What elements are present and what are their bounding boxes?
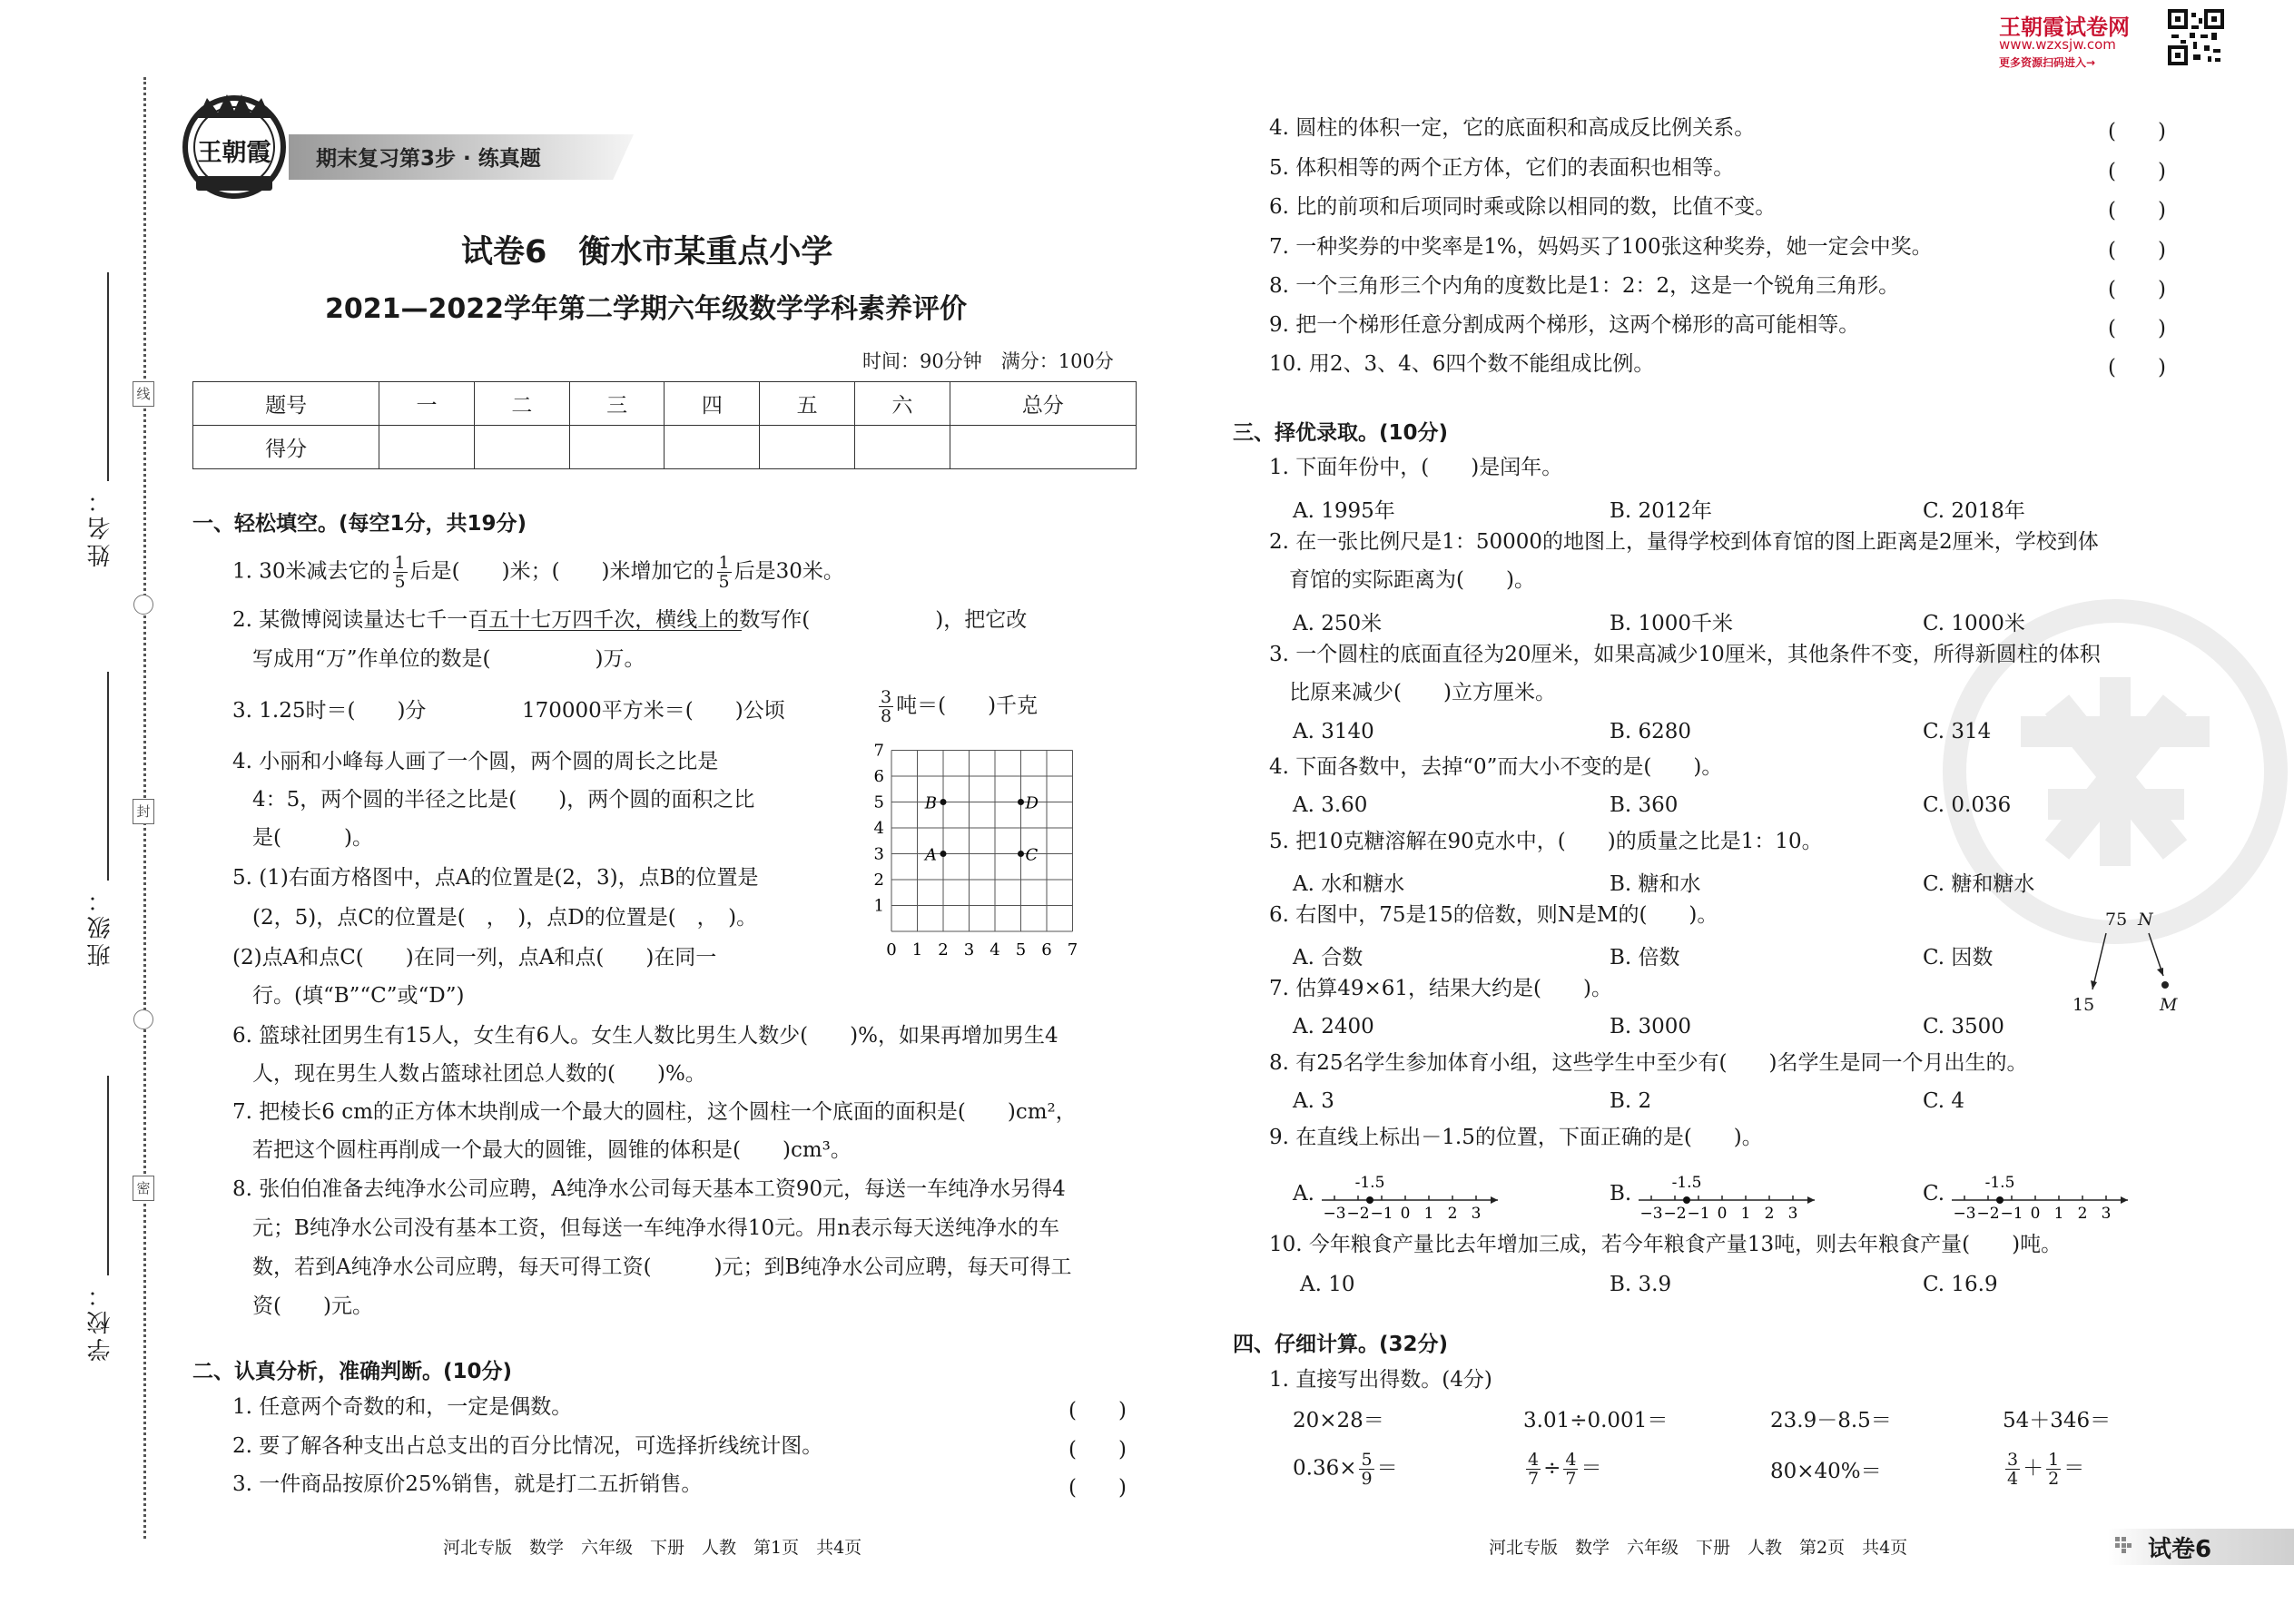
s2-item: 8. 一个三角形三个内角的度数比是1：2：2，这是一个锐角三角形。: [1269, 274, 1900, 298]
answer-paren[interactable]: ( ): [2108, 160, 2166, 183]
s3-q8: 8. 有25名学生参加体育小组，这些学生中至少有( )名学生是同一个月出生的。: [1269, 1051, 2028, 1075]
s1-q3-b: 170000平方米＝( )公顷: [522, 699, 785, 723]
frac-den: 5: [718, 572, 730, 592]
binding-hole: [133, 595, 153, 615]
axis-tick-label: −3: [1639, 1205, 1663, 1223]
fig-label: 15: [2072, 995, 2095, 1015]
x-tick-label: 0: [886, 940, 897, 960]
axis-arrow: [1807, 1196, 1815, 1204]
axis-tick-label: −2: [1663, 1205, 1687, 1223]
frac-num: 3: [2007, 1450, 2019, 1470]
score-cell[interactable]: [950, 426, 1136, 469]
s3-q8-option[interactable]: C. 4: [1923, 1089, 1965, 1113]
axis-arrow: [1491, 1196, 1498, 1204]
frac-den: 7: [1528, 1469, 1540, 1489]
score-table-row: [193, 426, 1137, 469]
calc-eq: ＝: [1376, 1456, 1398, 1481]
y-tick-label: 6: [873, 767, 884, 786]
frac-den: 2: [2048, 1469, 2060, 1489]
s3-q3-option[interactable]: C. 314: [1923, 720, 1992, 743]
factor-tree-figure: [2065, 908, 2192, 1021]
frac-den: 8: [881, 706, 892, 726]
score-row-label: 得分: [193, 426, 379, 469]
s3-q7-option[interactable]: B. 3000: [1610, 1015, 1692, 1038]
frac-num: 4: [1528, 1450, 1540, 1470]
school-label: 学校：: [87, 1280, 114, 1362]
y-tick-label: 5: [873, 792, 884, 812]
answer-paren[interactable]: ( ): [2108, 199, 2166, 222]
section4-title: 四、仔细计算。(32分): [1233, 1333, 1449, 1356]
fig-label: 75: [2105, 910, 2128, 930]
s2-item: 7. 一种奖券的中奖率是1%，妈妈买了100张这种奖券，她一定会中奖。: [1269, 235, 1933, 259]
s1-q1-text-a: 1. 30米减去它的: [232, 559, 390, 584]
s3-q1: 1. 下面年份中，( )是闰年。: [1269, 456, 1563, 479]
s3-q4-option[interactable]: B. 360: [1610, 793, 1679, 817]
axis-tick-label: 1: [2053, 1205, 2064, 1223]
s1-q8-line1: 8. 张伯伯准备去纯净水公司应聘，A纯净水公司每天基本工资90元，每送一车纯净水另得4: [232, 1177, 1066, 1201]
axis-tick-label: 2: [2077, 1205, 2088, 1223]
name-field[interactable]: [107, 272, 109, 481]
grid-svg: [871, 741, 1089, 977]
s3-q1-option[interactable]: B. 2012年: [1610, 499, 1713, 523]
s1-q1-text-b: 后是( )米；( )米增加它的: [409, 559, 714, 584]
option-letter: C.: [1923, 1182, 1945, 1206]
s3-q2-line1: 2. 在一张比例尺是1：50000的地图上，量得学校到体育馆的图上距离是2厘米，学校到体: [1269, 530, 2099, 554]
axis-tick-label: 0: [1717, 1205, 1728, 1223]
s2-item: 9. 把一个梯形任意分割成两个梯形，这两个梯形的高可能相等。: [1269, 313, 1860, 337]
s3-q1-option[interactable]: A. 1995年: [1293, 499, 1395, 523]
axis-tick-label: −2: [1346, 1205, 1370, 1223]
footer-left: 河北专版 数学 六年级 下册 人教 第1页 共4页: [443, 1538, 862, 1558]
s3-q9-option-a[interactable]: [1293, 1164, 1520, 1223]
x-tick-label: 2: [938, 940, 949, 960]
qr-code-icon[interactable]: [2168, 9, 2224, 65]
frac-num: 5: [1361, 1450, 1373, 1470]
brand-watermark: 王朝霞试卷网: [1999, 15, 2130, 40]
s1-q8-line4: 资( )元。: [252, 1294, 373, 1318]
calc-eq: ＝: [2063, 1456, 2085, 1481]
y-tick-label: 7: [873, 741, 884, 761]
x-tick-label: 6: [1041, 940, 1052, 960]
s1-q5-line4: 行。(填“B”“C”或“D”): [252, 984, 465, 1008]
option-letter: A.: [1293, 1182, 1314, 1206]
score-cell[interactable]: [569, 426, 665, 469]
grid-point-label: D: [1025, 793, 1039, 813]
dots-icon: [2115, 1537, 2132, 1553]
frac-num: 1: [718, 553, 730, 573]
time-info: 时间：90分钟 满分：100分: [862, 350, 1114, 372]
s3-q8-option[interactable]: B. 2: [1610, 1089, 1652, 1113]
score-header-cell: 三: [569, 382, 665, 426]
x-tick-label: 1: [911, 940, 923, 960]
score-cell[interactable]: [855, 426, 950, 469]
s1-q5-line1: 5. (1)右面方格图中，点A的位置是(2，3)，点B的位置是: [232, 866, 759, 890]
fraction: [1526, 1451, 1541, 1488]
s3-q6-option[interactable]: C. 因数: [1923, 946, 1994, 969]
x-tick-label: 7: [1067, 940, 1078, 960]
frac-den: 4: [2007, 1469, 2019, 1489]
fraction: [1563, 1451, 1578, 1488]
s3-q7: 7. 估算49×61，结果大约是( )。: [1269, 977, 1613, 1000]
s1-q5-line2: (2，5)，点C的位置是( ， )，点D的位置是( ， )。: [252, 906, 758, 930]
grid-point: [1018, 799, 1024, 805]
s1-q4-line1: 4. 小丽和小峰每人画了一个圆，两个圆的周长之比是: [232, 750, 719, 773]
fraction: [879, 688, 893, 725]
s2-item: 10. 用2、3、4、6四个数不能组成比例。: [1269, 352, 1655, 376]
s2-item: 6. 比的前项和后项同时乘或除以相同的数，比值不变。: [1269, 195, 1777, 219]
frac-den: 9: [1361, 1469, 1373, 1489]
s3-q6-option[interactable]: A. 合数: [1293, 946, 1364, 969]
calc-item: 54＋346＝: [2003, 1409, 2112, 1432]
score-header-cell: 总分: [950, 382, 1136, 426]
banner-text: 期末复习第3步 · 练真题: [316, 147, 541, 171]
marked-point: [1683, 1196, 1690, 1204]
s3-q4-option[interactable]: C. 0.036: [1923, 793, 2012, 817]
score-table-header-row: [193, 382, 1137, 426]
s3-q2-option[interactable]: C. 1000米: [1923, 612, 2025, 635]
grid-point: [1018, 851, 1024, 857]
marked-point-label: -1.5: [1984, 1174, 2015, 1192]
fraction: [2046, 1451, 2061, 1488]
s3-q3-line1: 3. 一个圆柱的底面直径为20厘米，如果高减少10厘米，其他条件不变，所得新圆柱的体积: [1269, 643, 2101, 666]
class-field[interactable]: [107, 672, 109, 881]
score-cell[interactable]: [665, 426, 760, 469]
score-cell[interactable]: [760, 426, 855, 469]
frac-den: 7: [1565, 1469, 1577, 1489]
grid-point-label: A: [925, 845, 937, 865]
axis-tick-label: −1: [1370, 1205, 1393, 1223]
fraction: [717, 554, 732, 591]
section2-title: 二、认真分析，准确判断。(10分): [192, 1360, 513, 1383]
s1-q3-a: 3. 1.25时＝( )分: [232, 699, 427, 723]
answer-paren[interactable]: ( ): [2108, 120, 2166, 143]
s3-q7-option[interactable]: C. 3500: [1923, 1015, 2004, 1038]
s1-q2-line2: 写成用“万”作单位的数是( )万。: [252, 647, 645, 671]
s2-item: 1. 任意两个奇数的和，一定是偶数。: [232, 1395, 573, 1419]
y-tick-label: 4: [873, 819, 884, 838]
axis-tick-label: −2: [1976, 1205, 2000, 1223]
axis-tick-label: 3: [1471, 1205, 1482, 1223]
y-tick-label: 2: [873, 871, 884, 890]
s3-q2-option[interactable]: A. 250米: [1293, 612, 1383, 635]
s1-q8-line2: 元；B纯净水公司没有基本工资，但每送一车纯净水得10元。用n表示每天送纯净水的车: [252, 1216, 1059, 1240]
x-tick-label: 3: [963, 940, 975, 960]
axis-tick-label: 3: [1787, 1205, 1798, 1223]
s3-q3-option[interactable]: B. 6280: [1610, 720, 1692, 743]
s1-q6-line1: 6. 篮球社团男生有15人，女生有6人。女生人数比男生人数少( )%，如果再增加男生4: [232, 1024, 1058, 1048]
score-cell[interactable]: [379, 426, 475, 469]
calc-item: 23.9－8.5＝: [1770, 1409, 1892, 1432]
score-header-cell: 二: [474, 382, 569, 426]
calc-item: 3.01÷0.001＝: [1523, 1409, 1669, 1432]
axis-tick-label: −3: [1953, 1205, 1976, 1223]
school-field[interactable]: [107, 1076, 109, 1275]
frac-num: 3: [881, 687, 892, 707]
score-header-cell: 五: [760, 382, 855, 426]
s3-q5-option[interactable]: C. 糖和糖水: [1923, 872, 2035, 896]
s1-q2-line1: 2. 某微博阅读量达七千一百五十七万四千次，横线上的数写作( )，把它改: [232, 608, 1028, 632]
axis-tick-label: −3: [1323, 1205, 1346, 1223]
number-line: [1948, 1164, 2157, 1223]
s4-q1: 1. 直接写出得数。(4分): [1269, 1368, 1492, 1392]
grid-point: [940, 851, 947, 857]
s3-q5-option[interactable]: A. 水和糖水: [1293, 872, 1405, 896]
binding-hole: [133, 1009, 153, 1029]
fraction: [393, 554, 408, 591]
s3-q10: 10. 今年粮食产量比去年增加三成，若今年粮食产量13吨，则去年粮食产量( )吨。: [1269, 1233, 2063, 1256]
s3-q2-line2: 育馆的实际距离为( )。: [1289, 568, 1535, 592]
binding-mark-xian: 线: [133, 381, 154, 407]
section1-title: 一、轻松填空。(每空1分，共19分): [192, 512, 527, 536]
axis-tick-label: 0: [2030, 1205, 2041, 1223]
s1-q6-line2: 人，现在男生人数占篮球社团总人数的( )%。: [252, 1062, 706, 1086]
y-tick-label: 1: [873, 896, 884, 916]
axis-tick-label: 1: [1423, 1205, 1434, 1223]
score-cell[interactable]: [474, 426, 569, 469]
s3-q10-option[interactable]: A. 10: [1300, 1273, 1355, 1296]
s3-q3-option[interactable]: A. 3140: [1293, 720, 1374, 743]
binding-mark-feng: 封: [133, 799, 154, 824]
axis-tick-label: 1: [1740, 1205, 1751, 1223]
answer-paren[interactable]: ( ): [2108, 278, 2166, 301]
s3-q2-option[interactable]: B. 1000千米: [1610, 612, 1734, 635]
brand-tagline: 更多资源扫码进入→: [1999, 56, 2096, 69]
name-label: 姓名：: [87, 486, 114, 567]
logo-text: 王朝霞: [197, 139, 271, 167]
s2-item: 3. 一件商品按原价25%销售，就是打二五折销售。: [232, 1472, 703, 1496]
fraction: [1359, 1451, 1373, 1488]
s3-q6: 6. 右图中，75是15的倍数，则N是M的( )。: [1269, 903, 1718, 927]
s3-q7-option[interactable]: A. 2400: [1293, 1015, 1374, 1038]
grid-point: [940, 799, 947, 805]
s3-q8-option[interactable]: A. 3: [1293, 1089, 1334, 1113]
grid-point-label: C: [1025, 845, 1039, 865]
s3-q3-line2: 比原来减少( )立方厘米。: [1289, 681, 1556, 704]
number-line: [1318, 1164, 1527, 1223]
s1-q5-line3: (2)点A和点C( )在同一列，点A和点( )在同一: [232, 946, 717, 969]
calc-eq: ＝: [1580, 1456, 1602, 1481]
axis-tick-label: 0: [1400, 1205, 1411, 1223]
s1-q4-line2: 4：5，两个圆的半径之比是( )，两个圆的面积之比: [252, 788, 755, 812]
calc-text: 0.36×: [1293, 1456, 1357, 1481]
fig-label: M: [2160, 995, 2178, 1015]
frac-num: 1: [2048, 1450, 2060, 1470]
x-tick-label: 4: [989, 940, 1000, 960]
section3-title: 三、择优录取。(10分): [1233, 421, 1449, 445]
axis-tick-label: 2: [1764, 1205, 1775, 1223]
s3-q5-option[interactable]: B. 糖和水: [1610, 872, 1701, 896]
answer-paren[interactable]: ( ): [2108, 317, 2166, 340]
answer-paren[interactable]: ( ): [2108, 356, 2166, 379]
s1-q3-c-text: 吨＝( )千克: [896, 694, 1039, 718]
s2-item: 5. 体积相等的两个正方体，它们的表面积也相等。: [1269, 156, 1735, 180]
s3-q1-option[interactable]: C. 2018年: [1923, 499, 2025, 523]
score-table: [192, 381, 1137, 469]
s1-q1: [232, 554, 844, 591]
class-label: 班级：: [87, 885, 114, 967]
s3-q4: 4. 下面各数中，去掉“0”而大小不变的是( )。: [1269, 755, 1723, 779]
s1-q7-line1: 7. 把棱长6 cm的正方体木块削成一个最大的圆柱，这个圆柱一个底面的面积是( )cm²，: [232, 1100, 1077, 1124]
s3-q9-option-b[interactable]: [1610, 1164, 1836, 1223]
answer-paren[interactable]: ( ): [2108, 239, 2166, 262]
footer-right: 河北专版 数学 六年级 下册 人教 第2页 共4页: [1489, 1538, 1908, 1558]
fig-label: N: [2138, 910, 2153, 930]
axis-tick-label: −1: [2000, 1205, 2023, 1223]
answer-paren[interactable]: ( ): [1068, 1399, 1127, 1422]
s3-q5: 5. 把10克糖溶解在90克水中，( )的质量之比是1：10。: [1269, 830, 1823, 853]
s3-q10-option[interactable]: C. 16.9: [1923, 1273, 1998, 1296]
marked-point-label: -1.5: [1354, 1174, 1385, 1192]
fraction: [2005, 1451, 2020, 1488]
s1-q3-c: [876, 688, 1038, 725]
s1-q7-line2: 若把这个圆柱再削成一个最大的圆锥，圆锥的体积是( )cm³。: [252, 1138, 852, 1162]
answer-paren[interactable]: ( ): [1068, 1438, 1127, 1462]
calc-item: 80×40%＝: [1770, 1460, 1882, 1483]
axis-arrow: [2121, 1196, 2128, 1204]
score-header-cell: 六: [855, 382, 950, 426]
marked-point-label: -1.5: [1671, 1174, 1702, 1192]
page-subtitle: 2021—2022学年第二学期六年级数学学科素养评价: [325, 293, 967, 325]
s3-q4-option[interactable]: A. 3.60: [1293, 793, 1368, 817]
frac-num: 1: [394, 553, 406, 573]
s1-q4-line3: 是( )。: [252, 826, 373, 850]
frac-num: 4: [1565, 1450, 1577, 1470]
s2-item: 4. 圆柱的体积一定，它的底面积和高成反比例关系。: [1269, 116, 1756, 140]
number-line: [1635, 1164, 1844, 1223]
axis-tick-label: −1: [1687, 1205, 1710, 1223]
s3-q6-option[interactable]: B. 倍数: [1610, 946, 1680, 969]
marked-point: [1996, 1196, 2004, 1204]
paper-badge: 试卷6: [2148, 1536, 2212, 1563]
frac-den: 5: [394, 572, 406, 592]
answer-paren[interactable]: ( ): [1068, 1476, 1127, 1500]
s1-q8-line3: 数，若到A纯净水公司应聘，每天可得工资( )元；到B纯净水公司应聘，每天可得工: [252, 1255, 1072, 1279]
axis-tick-label: 3: [2101, 1205, 2112, 1223]
calc-item: 20×28＝: [1293, 1409, 1384, 1432]
calc-op: ÷: [1543, 1456, 1561, 1481]
marked-point: [1366, 1196, 1373, 1204]
underline: [478, 630, 742, 631]
brand-url[interactable]: www.wzxsjw.com: [1999, 36, 2116, 53]
calc-op: ＋: [2023, 1456, 2044, 1481]
binding-mark-mi: 密: [133, 1176, 154, 1201]
page-title: 试卷6 衡水市某重点小学: [461, 234, 833, 271]
y-tick-label: 3: [873, 844, 884, 864]
x-tick-label: 5: [1015, 940, 1027, 960]
option-letter: B.: [1610, 1182, 1632, 1206]
coordinate-grid: [871, 741, 1089, 977]
score-header-cell: 四: [665, 382, 760, 426]
s3-q9-option-c[interactable]: [1923, 1164, 2150, 1223]
score-header-cell: 题号: [193, 382, 379, 426]
calc-item: [2003, 1451, 2084, 1488]
score-header-cell: 一: [379, 382, 475, 426]
calc-item: [1293, 1451, 1398, 1488]
s2-item: 2. 要了解各种支出占总支出的百分比情况，可选择折线统计图。: [232, 1434, 823, 1458]
calc-item: [1523, 1451, 1601, 1488]
brand-logo: [180, 91, 289, 200]
s3-q10-option[interactable]: B. 3.9: [1610, 1273, 1672, 1296]
axis-tick-label: 2: [1447, 1205, 1458, 1223]
s3-q9: 9. 在直线上标出－1.5的位置，下面正确的是( )。: [1269, 1126, 1763, 1149]
grid-point-label: B: [924, 793, 937, 813]
s1-q1-text-c: 后是30米。: [733, 559, 844, 584]
